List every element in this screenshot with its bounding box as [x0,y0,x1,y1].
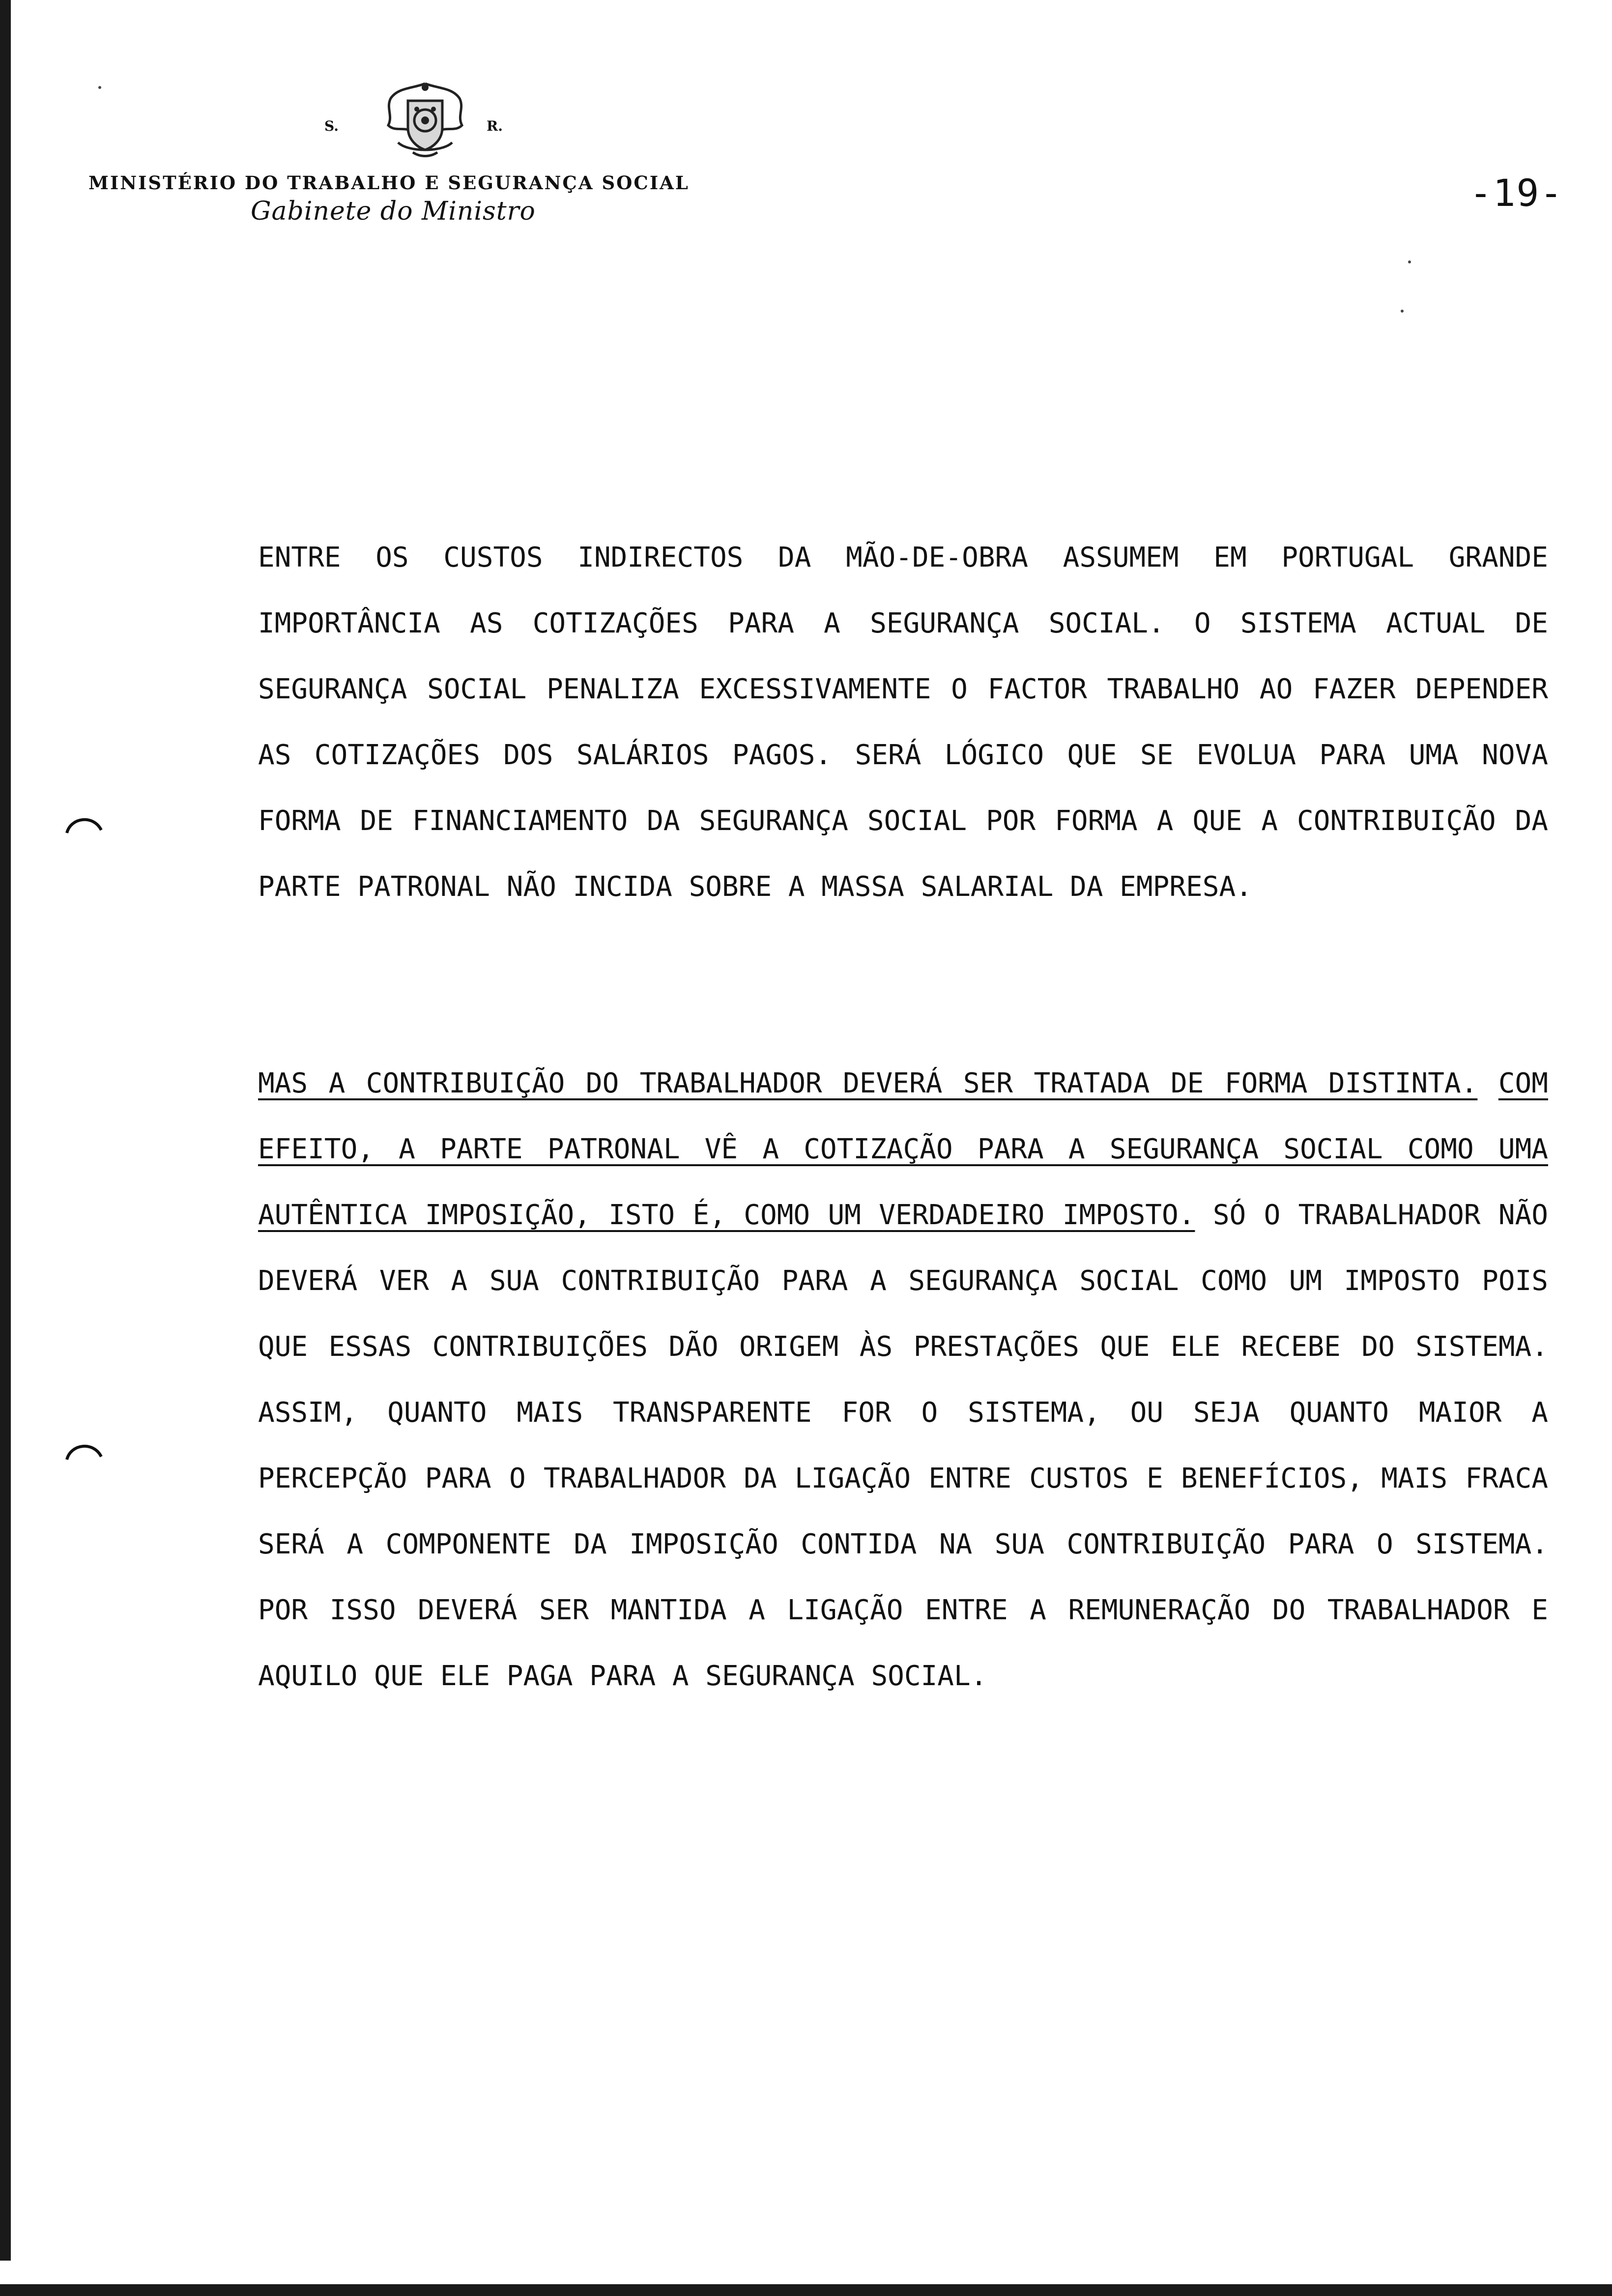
body-paragraph [258,525,1548,920]
scan-bottom-edge [0,2284,1612,2296]
body-paragraph [258,1051,1548,1709]
coat-of-arms-icon [378,79,472,162]
scan-speck [98,86,101,89]
underlined-sentence: MAS A CONTRIBUIÇÃO DO TRABALHADOR DEVERÁ SER TRATADA DE FORMA DISTINTA. [258,1067,1478,1099]
paragraph-text: SÓ O TRABALHADOR NÃO DEVERÁ VER A SUA CONTRIBUIÇÃO PARA A SEGURANÇA SOCIAL COMO UM IMPOSTO POIS QUE ESSAS CONTRIBUIÇÕES DÃO ORIGEM ÀS PRESTAÇÕES QUE ELE RECEBE DO SISTEMA. ASSIM, QUANTO MAIS TRANSPARENTE FOR O SISTEMA, OU SEJA QUANTO MAIOR A PERCEPÇÃO PARA O TRABALHADOR DA LIGAÇÃO ENTRE CUSTOS E BENEFÍCIOS, MAIS FRACA SERÁ A COMPONENTE DA IMPOSIÇÃO CONTIDA NA SUA CONTRIBUIÇÃO PARA O SISTEMA. POR ISSO DEVERÁ SER MANTIDA A LIGAÇÃO ENTRE A REMUNERAÇÃO DO TRABALHADOR E AQUILO QUE ELE PAGA PARA A SEGURANÇA SOCIAL. [258,1199,1549,1692]
paragraph-text: ENTRE OS CUSTOS INDIRECTOS DA MÃO-DE-OBRA ASSUMEM EM PORTUGAL GRANDE IMPORTÂNCIA AS COTIZAÇÕES PARA A SEGURANÇA SOCIAL. O SISTEMA ACTUAL DE SEGURANÇA SOCIAL PENALIZA EXCESSIVAMENTE O FACTOR TRABALHO AO FAZER DEPENDER AS COTIZAÇÕES DOS SALÁRIOS PAGOS. SERÁ LÓGICO QUE SE EVOLUA PARA UMA NOVA FORMA DE FINANCIAMENTO DA SEGURANÇA SOCIAL POR FORMA A QUE A CONTRIBUIÇÃO DA PARTE PATRONAL NÃO INCIDA SOBRE A MASSA SALARIAL DA EMPRESA. [258,542,1548,903]
cabinet-name: Gabinete do Ministro [251,197,536,226]
letterhead-initial-right: R. [487,118,503,134]
scan-left-edge [0,0,11,2261]
ministry-name: MINISTÉRIO DO TRABALHO E SEGURANÇA SOCIAL [88,172,690,194]
hole-punch-mark-icon [64,813,103,835]
emblem-row [324,79,531,162]
letterhead-initial-left: S. [324,118,339,134]
hole-punch-mark-icon [64,1440,103,1462]
scan-speck [1408,260,1411,263]
page-number: -19- [1469,171,1564,215]
scan-speck [1401,310,1404,313]
underlined-sentence: COM EFEITO, A PARTE PATRONAL VÊ A COTIZAÇÃO PARA A SEGURANÇA SOCIAL COMO UMA AUTÊNTICA IMPOSIÇÃO, ISTO É, COMO UM VERDADEIRO IMPOSTO. [258,1067,1548,1231]
paragraph-text [1477,1067,1498,1099]
